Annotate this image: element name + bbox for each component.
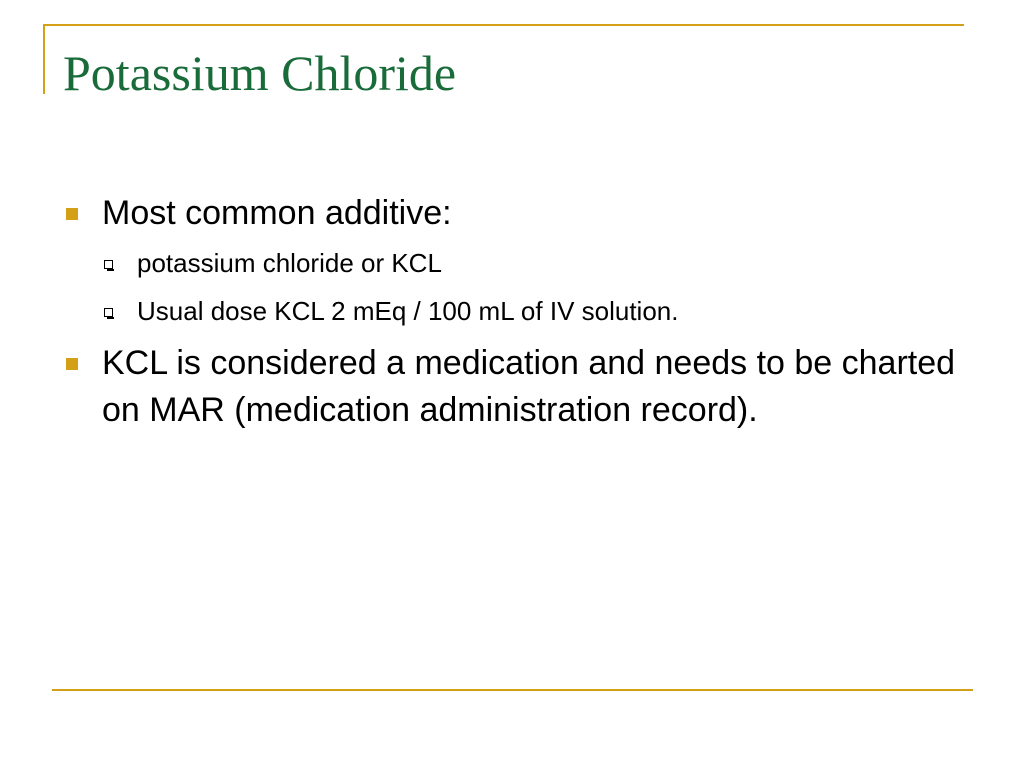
hollow-square-bullet-icon [104, 308, 113, 317]
sub-bullet-item [64, 292, 964, 330]
sub-bullet-text: Usual dose KCL 2 mEq / 100 mL of IV solution. [137, 296, 679, 326]
slide-title: Potassium Chloride [63, 45, 457, 101]
bullet-text: Most common additive: [102, 194, 452, 232]
sub-bullet-text: potassium chloride or KCL [137, 248, 442, 278]
bullet-item [64, 340, 964, 434]
bullet-text: KCL is considered a medication and needs to be charted on MAR (medication administration record). [102, 344, 956, 429]
square-bullet-icon [66, 358, 78, 370]
top-rule [43, 24, 964, 26]
bullet-item [64, 190, 964, 237]
left-rule [43, 24, 45, 94]
sub-bullet-item [64, 244, 964, 282]
square-bullet-icon [66, 208, 78, 220]
hollow-square-bullet-icon [104, 260, 113, 269]
bottom-rule [52, 689, 973, 691]
slide-content [64, 190, 964, 441]
